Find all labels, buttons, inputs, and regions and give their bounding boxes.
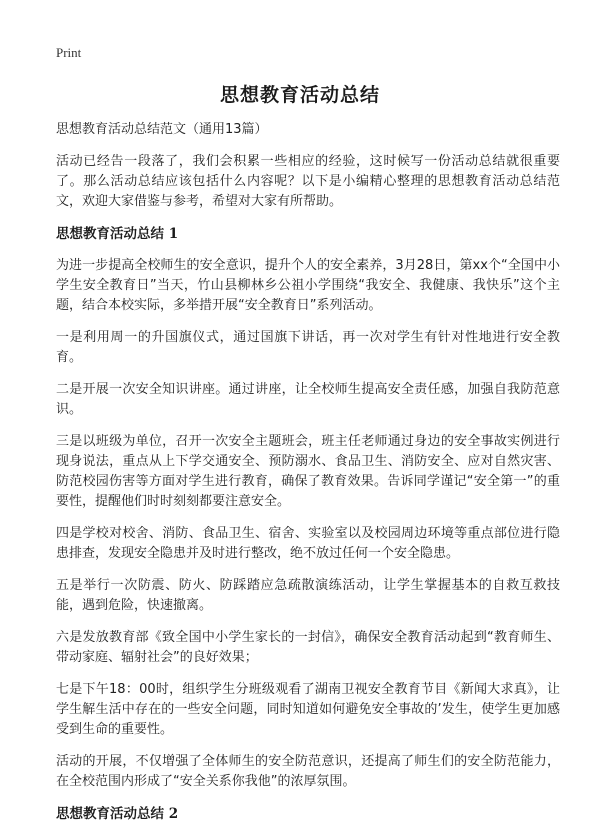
intro-paragraph: 活动已经告一段落了，我们会积累一些相应的经验，这时候写一份活动总结就很重要了。那么活动总结应该包括什么内容呢？以下是小编精心整理的思想教育活动总结范文，欢迎大家借鉴与参考，希望对大家有所帮助。 — [56, 154, 560, 209]
section-1-paragraph: 七是下午18：00时，组织学生分班级观看了湖南卫视安全教育节目《新闻大求真》，让学生解生活中存在的一些安全问题，同时知道如何避免安全事故的’发生，使学生更加感受到生命的重要性。 — [56, 682, 560, 737]
section-heading-2: 思想教育活动总结 2 — [56, 806, 179, 822]
section-1-paragraph: 六是发放教育部《致全国中小学生家长的一封信》，确保安全教育活动起到“教育师生、带动家庭、辐射社会”的良好效果； — [56, 630, 560, 665]
document-subtitle: 思想教育活动总结范文（通用13篇） — [56, 122, 268, 137]
section-heading-1: 思想教育活动总结 1 — [56, 226, 179, 242]
section-1-paragraph: 活动的开展，不仅增强了全体师生的安全防范意识，还提高了师生们的安全防范能力，在全校范围内形成了“安全关系你我他”的浓厚氛围。 — [56, 754, 560, 789]
section-1-paragraph: 五是举行一次防震、防火、防踩踏应急疏散演练活动，让学生掌握基本的自救互救技能，遇到危险，快速撤离。 — [56, 578, 560, 613]
document-title: 思想教育活动总结 — [219, 84, 380, 106]
section-1-paragraph: 为进一步提高全校师生的安全意识，提升个人的安全素养，3月28日，第xx个“全国中小学生安全教育日”当天，竹山县柳林乡公祖小学围绕“我安全、我健康、我快乐”这个主题，结合本校实际，多举措开展“安全教育日”系列活动。 — [56, 258, 560, 313]
section-1-paragraph: 三是以班级为单位，召开一次安全主题班会，班主任老师通过身边的安全事故实例进行现身说法，重点从上下学交通安全、预防溺水、食品卫生、消防安全、应对自然灾害、防范校园伤害等方面对学生进行教育，确保了教育效果。告诉同学谨记“安全第一”的重要性，提醒他们时时刻刻都要注意安全。 — [56, 434, 560, 509]
document-body — [56, 120, 560, 836]
section-1-paragraph: 四是学校对校舍、消防、食品卫生、宿舍、实验室以及校园周边环境等重点部位进行隐患排查，发现安全隐患并及时进行整改，绝不放过任何一个安全隐患。 — [56, 526, 560, 561]
print-link[interactable]: Print — [56, 45, 82, 60]
section-1-paragraph: 二是开展一次安全知识讲座。通过讲座，让全校师生提高安全责任感，加强自我防范意识。 — [56, 382, 560, 417]
section-1-paragraph: 一是利用周一的升国旗仪式，通过国旗下讲话，再一次对学生有针对性地进行安全教育。 — [56, 330, 560, 365]
